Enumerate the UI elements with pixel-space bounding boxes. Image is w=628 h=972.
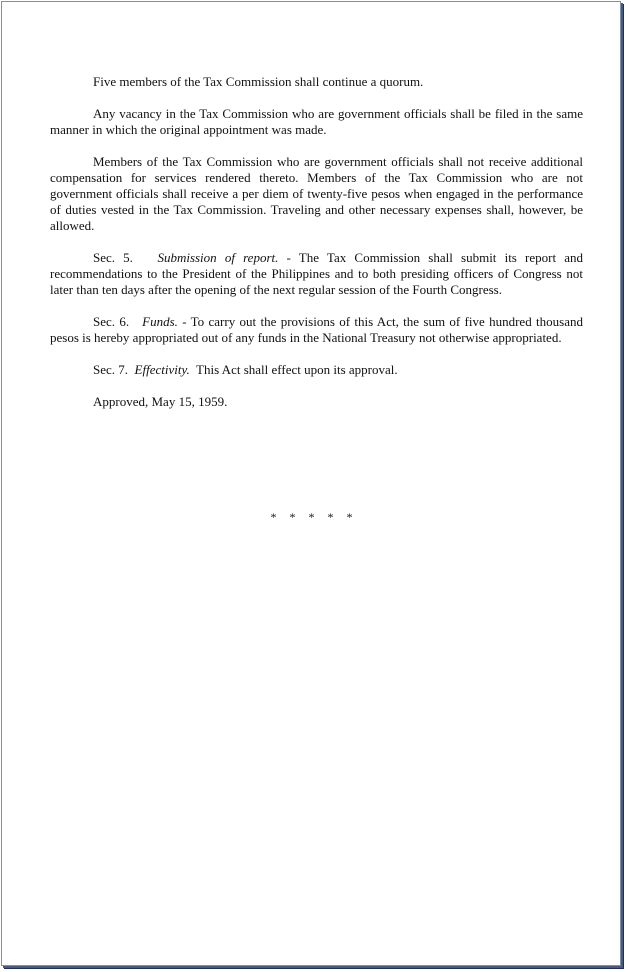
section-title: Funds. xyxy=(142,314,178,329)
section-5-submission-of-report xyxy=(50,250,583,298)
approval-date: Approved, May 15, 1959. xyxy=(93,394,228,409)
section-7-effectivity xyxy=(50,362,583,378)
paragraph-quorum: Five members of the Tax Commission shall continue a quorum. xyxy=(93,74,424,89)
section-number: Sec. 5. xyxy=(93,250,133,265)
end-separator: * * * * * xyxy=(270,510,358,524)
section-number: Sec. 6. xyxy=(93,314,130,329)
section-6-funds xyxy=(50,314,583,346)
paragraph-vacancy: Any vacancy in the Tax Commission who are government officials shall be filed in the same manner in which the original appointment was made. xyxy=(50,106,583,137)
document-page xyxy=(1,1,621,966)
section-body: - The Tax Commission shall submit its report and recommendations to the President of the Philippines and to both presiding officers of Congress not later than ten days after the opening of the next regular session of the Fourth Congress. xyxy=(50,250,583,297)
section-title: Submission of report. xyxy=(157,250,279,265)
document-body xyxy=(50,74,583,410)
paragraph-compensation: Members of the Tax Commission who are government officials shall not receive additional compensation for services rendered thereto. Members of the Tax Commission who are not government officials shall receive a per diem of twenty-five pesos when engaged in the performance of duties vested in the Tax Commission. Traveling and other necessary expenses shall, however, be allowed. xyxy=(50,154,583,233)
section-body: This Act shall effect upon its approval. xyxy=(196,362,398,377)
section-body: - To carry out the provisions of this Act, the sum of five hundred thousand pesos is hereby appropriated out of any funds in the National Treasury not otherwise appropriated. xyxy=(50,314,583,345)
section-number: Sec. 7. xyxy=(93,362,129,377)
section-title: Effectivity. xyxy=(134,362,190,377)
